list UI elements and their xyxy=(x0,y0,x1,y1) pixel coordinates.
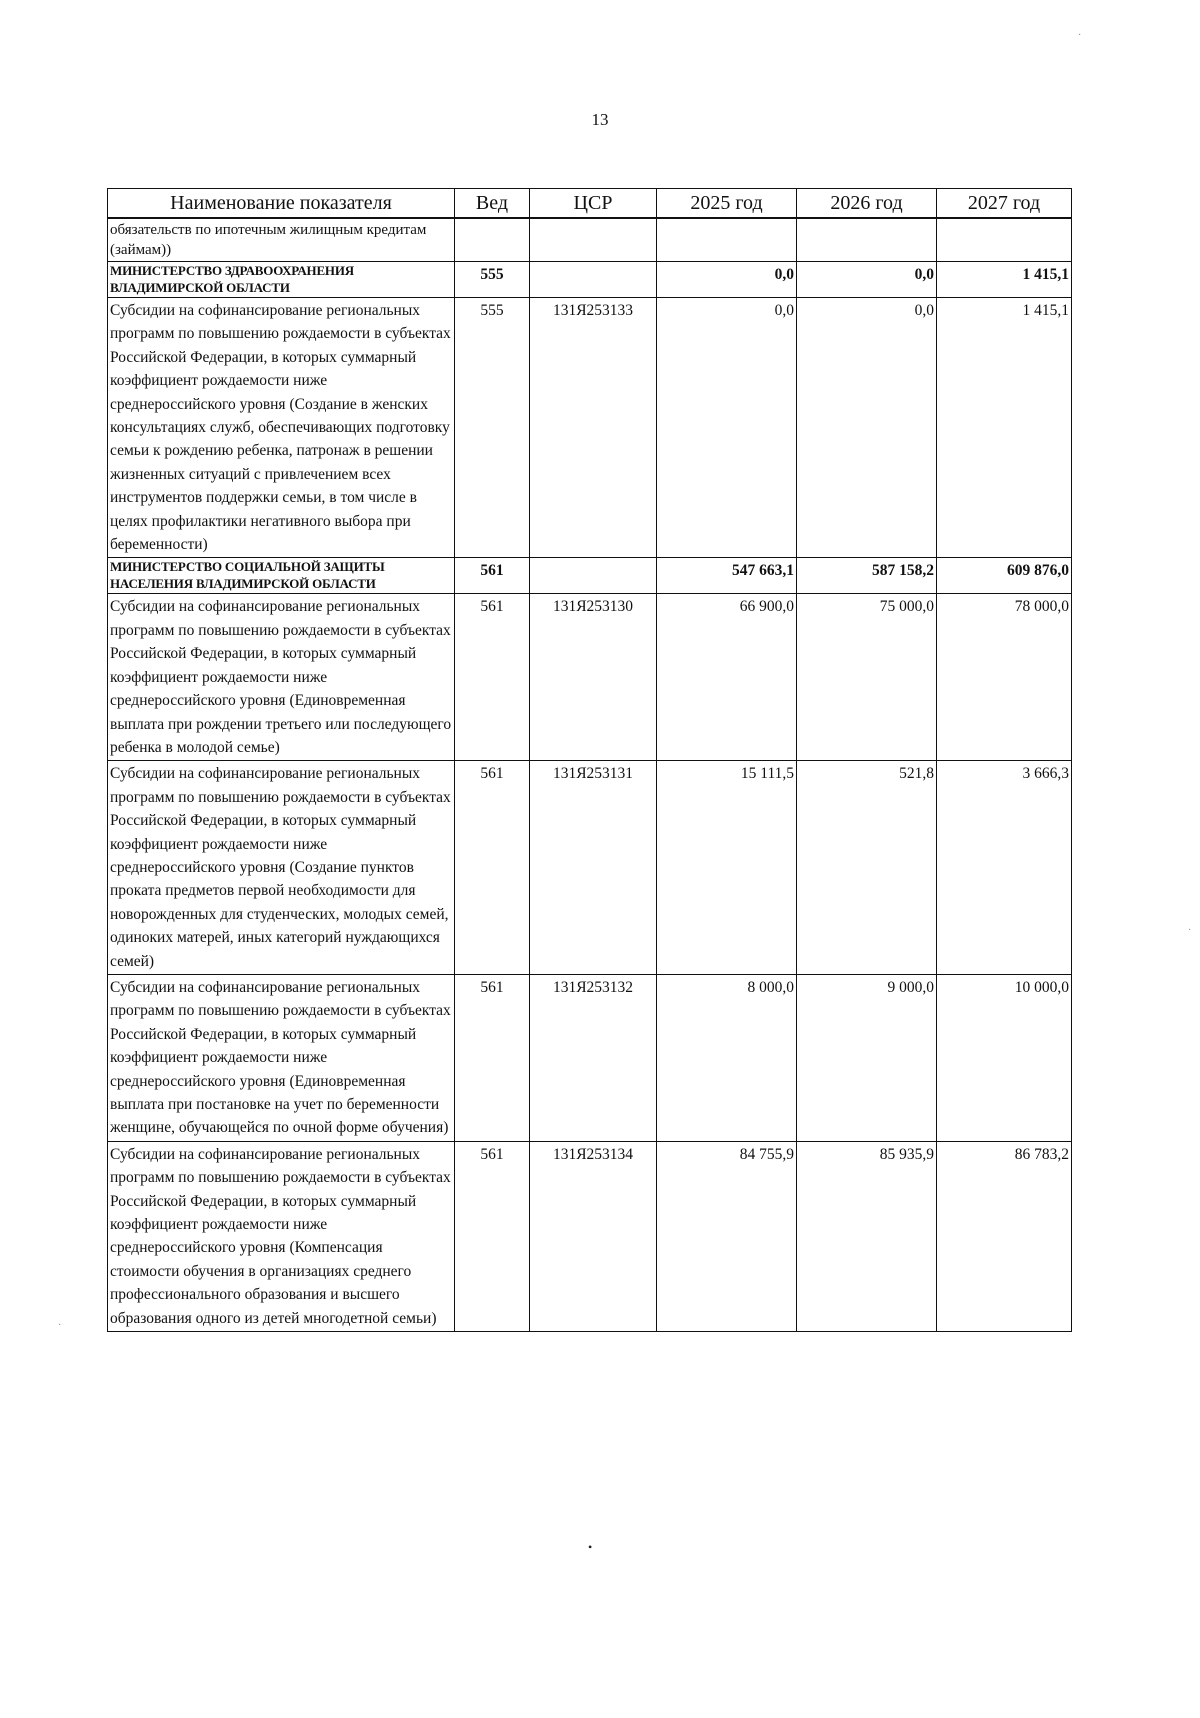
row-2025 xyxy=(657,218,797,262)
row-2026: 0,0 xyxy=(797,262,937,298)
row-name: Субсидии на софинансирование региональных программ по повышению рождаемости в субъектах Российской Федерации, в которых суммарный коэффициент рождаемости ниже среднероссийского уровня (Единовременная выплата при рождении третьего или последующего ребенка в молодой семье) xyxy=(108,594,455,761)
row-2027: 609 876,0 xyxy=(937,558,1072,594)
row-csr: 131Я253131 xyxy=(530,761,657,975)
table-row xyxy=(108,298,1072,558)
row-2025: 0,0 xyxy=(657,262,797,298)
header-csr: ЦСР xyxy=(530,189,657,219)
scan-speck: · xyxy=(1078,30,1082,41)
row-ved xyxy=(455,218,530,262)
row-ved: 561 xyxy=(455,761,530,975)
row-2026 xyxy=(797,218,937,262)
row-name: обязательств по ипотечным жилищным кредитам (займам)) xyxy=(108,218,455,262)
row-name: МИНИСТЕРСТВО ЗДРАВООХРАНЕНИЯ ВЛАДИМИРСКОЙ ОБЛАСТИ xyxy=(108,262,455,298)
row-2025: 547 663,1 xyxy=(657,558,797,594)
scan-speck: • xyxy=(588,1540,593,1554)
scan-speck: · xyxy=(58,1320,62,1331)
table-row xyxy=(108,761,1072,975)
table-row-continuation xyxy=(108,218,1072,262)
row-2026: 521,8 xyxy=(797,761,937,975)
row-ved: 561 xyxy=(455,594,530,761)
row-2025: 66 900,0 xyxy=(657,594,797,761)
row-2027: 1 415,1 xyxy=(937,298,1072,558)
row-csr: 131Я253134 xyxy=(530,1141,657,1331)
row-csr xyxy=(530,218,657,262)
row-csr: 131Я253130 xyxy=(530,594,657,761)
table-row xyxy=(108,1141,1072,1331)
row-ved: 555 xyxy=(455,262,530,298)
row-name: МИНИСТЕРСТВО СОЦИАЛЬНОЙ ЗАЩИТЫ НАСЕЛЕНИЯ ВЛАДИМИРСКОЙ ОБЛАСТИ xyxy=(108,558,455,594)
page-number: 13 xyxy=(591,110,609,129)
row-2026: 75 000,0 xyxy=(797,594,937,761)
row-2026: 85 935,9 xyxy=(797,1141,937,1331)
header-2025: 2025 год xyxy=(657,189,797,219)
table-row xyxy=(108,974,1072,1141)
table-row-ministry-social xyxy=(108,558,1072,594)
row-2027 xyxy=(937,218,1072,262)
row-ved: 561 xyxy=(455,1141,530,1331)
row-name: Субсидии на софинансирование региональных программ по повышению рождаемости в субъектах Российской Федерации, в которых суммарный коэффициент рождаемости ниже среднероссийского уровня (Создание пунктов проката предметов первой необходимости для новорожденных для студенческих, молодых семей, одиноких матерей, иных категорий нуждающихся семей) xyxy=(108,761,455,975)
row-2025: 84 755,9 xyxy=(657,1141,797,1331)
row-2026: 9 000,0 xyxy=(797,974,937,1141)
row-2026: 0,0 xyxy=(797,298,937,558)
row-2027: 3 666,3 xyxy=(937,761,1072,975)
row-2025: 0,0 xyxy=(657,298,797,558)
row-2025: 15 111,5 xyxy=(657,761,797,975)
row-ved: 561 xyxy=(455,558,530,594)
row-2027: 78 000,0 xyxy=(937,594,1072,761)
scan-speck: · xyxy=(1188,925,1192,936)
row-csr xyxy=(530,262,657,298)
row-2027: 10 000,0 xyxy=(937,974,1072,1141)
table-header-row xyxy=(108,189,1072,219)
budget-table xyxy=(107,188,1072,1332)
row-csr: 131Я253133 xyxy=(530,298,657,558)
table-row-ministry-health xyxy=(108,262,1072,298)
row-csr xyxy=(530,558,657,594)
header-2026: 2026 год xyxy=(797,189,937,219)
row-2025: 8 000,0 xyxy=(657,974,797,1141)
row-name: Субсидии на софинансирование региональных программ по повышению рождаемости в субъектах Российской Федерации, в которых суммарный коэффициент рождаемости ниже среднероссийского уровня (Создание в женских консультациях служб, обеспечивающих подготовку семьи к рождению ребенка, патронаж в решении жизненных ситуаций с привлечением всех инструментов поддержки семьи, в том числе в целях профилактики негативного выбора при беременности) xyxy=(108,298,455,558)
row-2027: 1 415,1 xyxy=(937,262,1072,298)
row-ved: 555 xyxy=(455,298,530,558)
row-2027: 86 783,2 xyxy=(937,1141,1072,1331)
header-ved: Вед xyxy=(455,189,530,219)
row-name: Субсидии на софинансирование региональных программ по повышению рождаемости в субъектах Российской Федерации, в которых суммарный коэффициент рождаемости ниже среднероссийского уровня (Компенсация стоимости обучения в организациях среднего профессионального образования и высшего образования одного из детей многодетной семьи) xyxy=(108,1141,455,1331)
header-name: Наименование показателя xyxy=(108,189,455,219)
row-name: Субсидии на софинансирование региональных программ по повышению рождаемости в субъектах Российской Федерации, в которых суммарный коэффициент рождаемости ниже среднероссийского уровня (Единовременная выплата при постановке на учет по беременности женщине, обучающейся по очной форме обучения) xyxy=(108,974,455,1141)
row-ved: 561 xyxy=(455,974,530,1141)
header-2027: 2027 год xyxy=(937,189,1072,219)
table-row xyxy=(108,594,1072,761)
row-csr: 131Я253132 xyxy=(530,974,657,1141)
row-2026: 587 158,2 xyxy=(797,558,937,594)
